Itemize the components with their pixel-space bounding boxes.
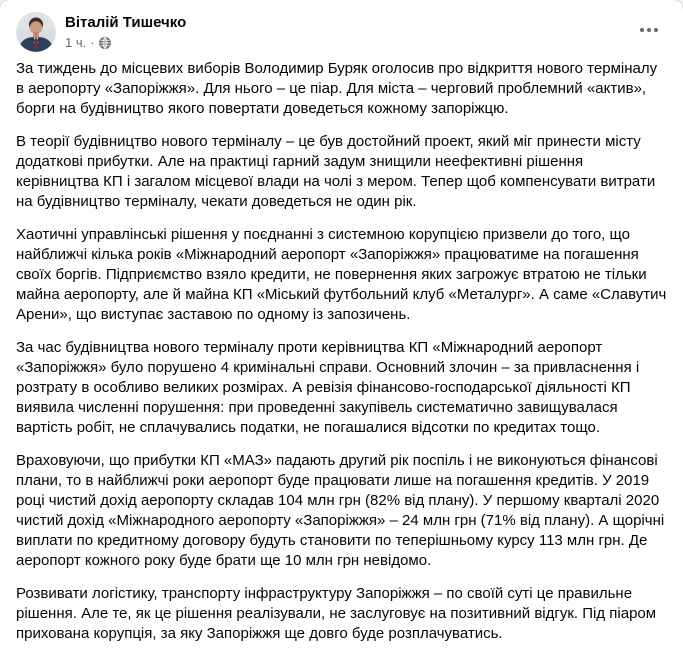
post-paragraph: Хаотичні управлінські рішення у поєднанні з системною корупцією призвели до того, що найближчі кілька років «Міжнародний аеропорт «Запоріжжя» працюватиме на погашення своїх боргів. Підприємство взяло кредити, не повернення яких загрожує втратою не тільки майна аеропорту, але й майна КП «Міський футбольний клуб «Металург». А саме «Славутич Арени», що виступає заставою по одному із запозичень.	[16, 226, 671, 323]
avatar[interactable]	[16, 12, 56, 52]
post-paragraph: Розвивати логістику, транспорту інфраструктуру Запоріжжя – по своїй суті це правильне рішення. Але те, як це рішення реалізували, не заслуговує на позитивний відгук. Під піаром прихована корупція, за яку Запоріжжя ще довго буде розплачуватись.	[16, 585, 661, 642]
post-text	[0, 52, 683, 653]
post-options-button[interactable]	[631, 12, 667, 48]
post-paragraph: За тиждень до місцевих виборів Володимир Буряк оголосив про відкриття нового терміналу в аеропорту «Запоріжжя». Для нього – це піар. Для міста – черговий проблемний «актив», борги на будівництво якого повертати доведеться кожному запоріжцю.	[16, 60, 662, 117]
three-dots-icon	[639, 28, 660, 32]
post-paragraph: За час будівництва нового терміналу проти керівництва КП «Міжнародний аеропорт «Запоріжжя» було порушено 4 кримінальні справи. Основний злочин – за привласнення і розтрату в особливо великих розмірах. А ревізія фінансово-господарської діяльності КП виявила численні порушення: при проведенні закупівель систематично завищувалася вартість робіт, не сплачувались податки, не погашалися відсотки по кредитах тощо.	[16, 339, 644, 436]
post-paragraph: В теорії будівництво нового терміналу – це був достойний проект, який міг принести місту додаткові прибутки. Але на практиці гарний задум знищили неефективні рішення керівництва КП і загалом місцевої влади на чолі з мером. Тепер щоб компенсувати витрати на будівництво терміналу, чекати доведеться не один рік.	[16, 133, 660, 210]
meta-separator: ·	[90, 35, 95, 50]
post-meta[interactable]	[65, 34, 631, 51]
author-name[interactable]: Віталій Тишечко	[65, 14, 187, 31]
timestamp[interactable]: 1 ч.	[65, 35, 87, 50]
globe-icon	[99, 37, 111, 49]
post-paragraph: Враховуючи, що прибутки КП «МАЗ» падають другий рік поспіль і не виконуються фінансові плани, то в найближчі роки аеропорт буде працювати лише на погашення кредитів. У 2019 році чистий дохід аеропорту складав 104 млн грн (82% від плану). У першому кварталі 2020 чистий дохід «Міжнародного аеропорту «Запоріжжя» – 24 млн грн (71% від плану). А щорічні виплати по кредитному договору будуть становити по теперішньому курсу 113 млн грн. Де аеропорт кожного року буде брати ще 10 млн грн невідомо.	[16, 452, 669, 569]
avatar-portrait	[16, 12, 56, 52]
post-header-info	[65, 12, 631, 51]
post-header	[0, 0, 683, 52]
